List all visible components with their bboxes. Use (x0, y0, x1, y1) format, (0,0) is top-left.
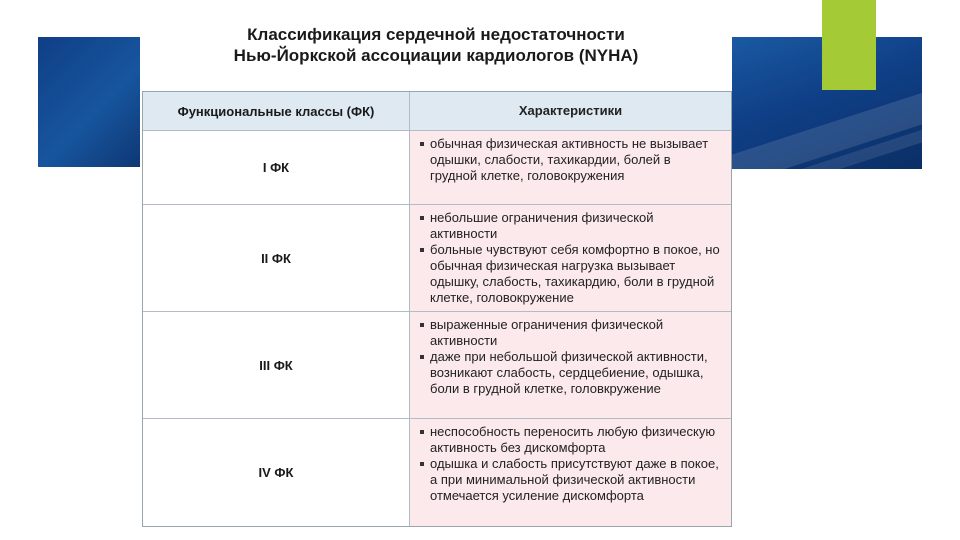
list-item: небольшие ограничения физической активности (420, 210, 721, 242)
list-item: выраженные ограничения физической активности (420, 317, 721, 349)
characteristics-cell (410, 205, 731, 311)
characteristics-cell (410, 312, 731, 418)
list-item: даже при небольшой физической активности, возникают слабость, сердцебиение, одышка, боли в грудной клетке, головкружение (420, 349, 721, 397)
class-cell: IV ФК (143, 419, 410, 526)
table-row (143, 418, 731, 526)
slide-title (140, 24, 732, 66)
list-item: обычная физическая активность не вызывает одышки, слабости, тахикардии, болей в грудной клетке, головокружения (420, 136, 721, 184)
table-row (143, 204, 731, 311)
header-characteristics: Характеристики (410, 92, 731, 130)
characteristics-cell (410, 419, 731, 526)
table-header-row (143, 92, 731, 130)
characteristics-cell (410, 131, 731, 204)
decor-blue-band-left (38, 37, 148, 167)
class-cell: III ФК (143, 312, 410, 418)
list-item: больные чувствуют себя комфортно в покое, но обычная физическая нагрузка вызывает одышку, слабость, тахикардию, боли в грудной клетке, головокружение (420, 242, 721, 306)
title-line-1: Классификация сердечной недостаточности (247, 25, 625, 44)
list-item: неспособность переносить любую физическую активность без дискомфорта (420, 424, 721, 456)
table-row (143, 311, 731, 418)
title-line-2: Нью-Йоркской ассоциации кардиологов (NYHA) (233, 46, 639, 65)
table-row (143, 130, 731, 204)
class-cell: I ФК (143, 131, 410, 204)
header-class: Функциональные классы (ФК) (143, 92, 410, 130)
class-cell: II ФК (143, 205, 410, 311)
nyha-table (142, 91, 732, 527)
list-item: одышка и слабость присутствуют даже в покое, а при минимальной физической активности отмечается усиление дискомфорта (420, 456, 721, 504)
decor-green-tab (822, 0, 876, 90)
